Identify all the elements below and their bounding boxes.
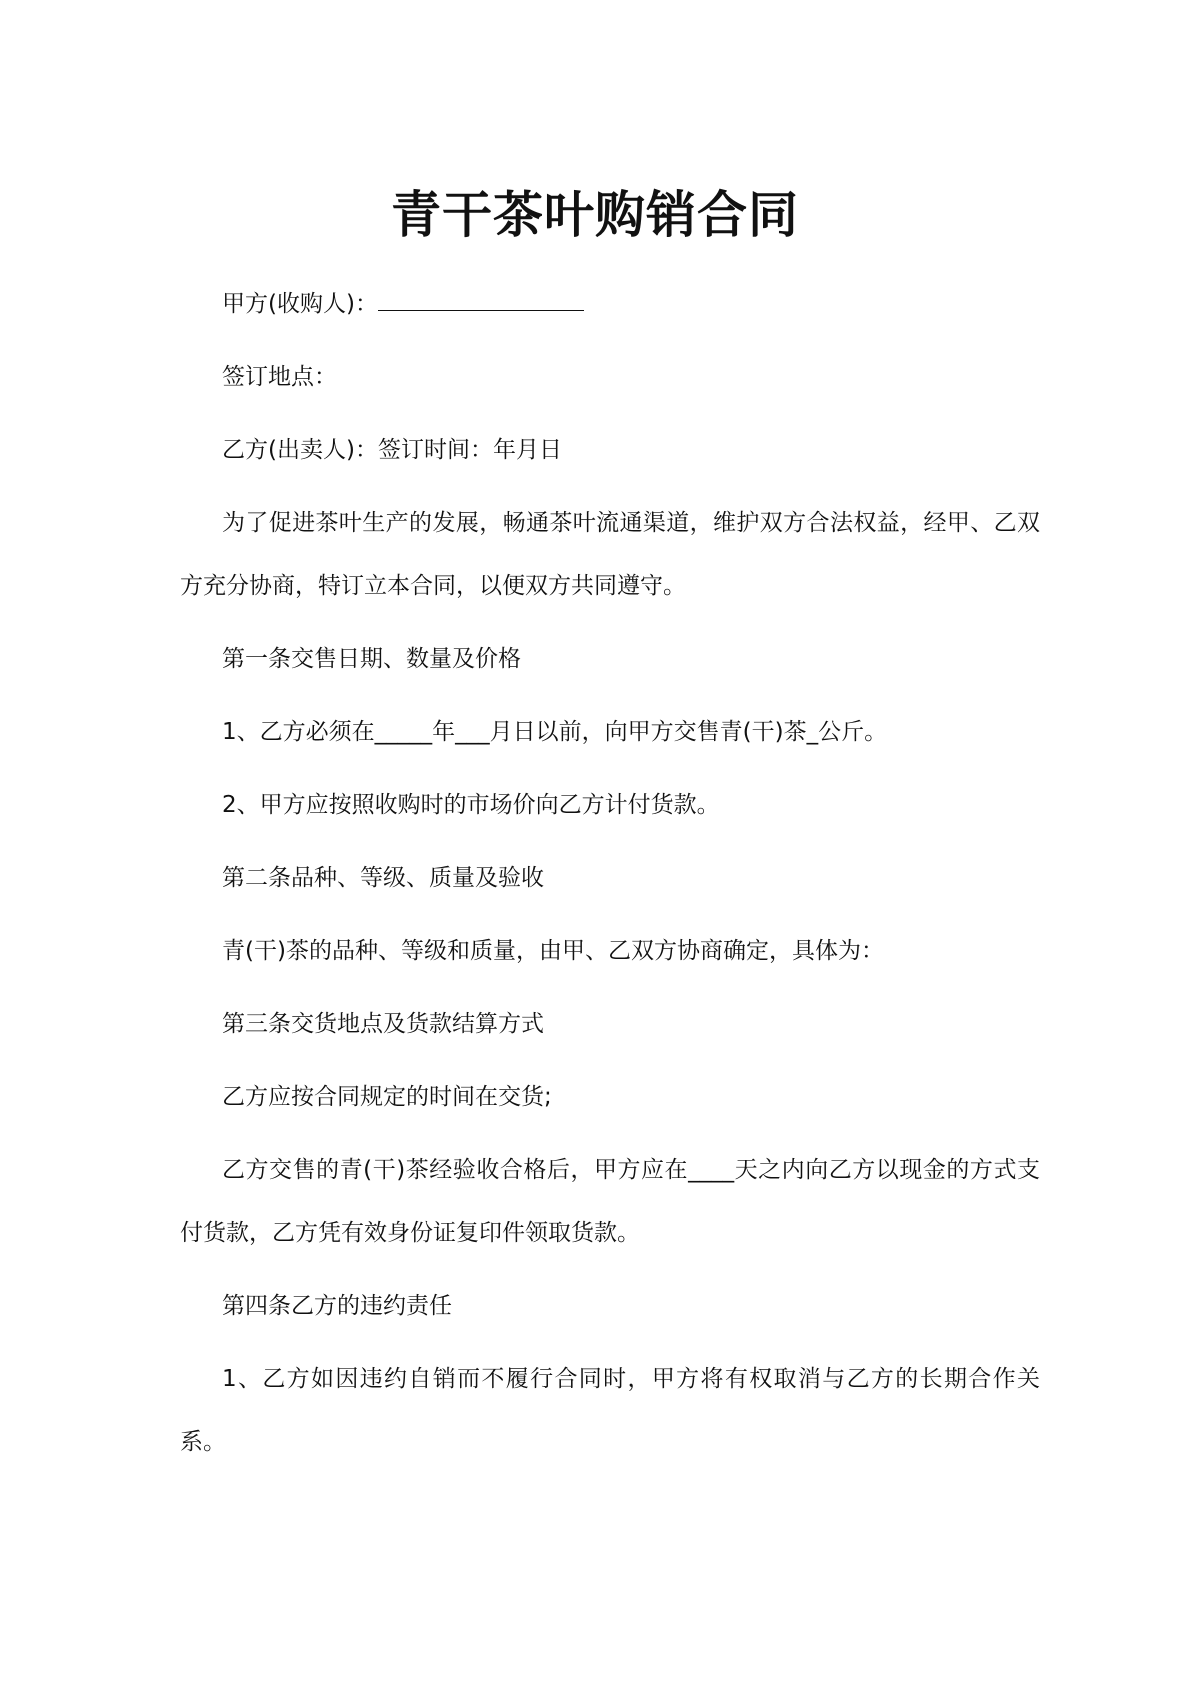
signing-place-line: 签订地点： (222, 364, 337, 390)
article-3-clause-1: 乙方应按合同规定的时间在交货; (222, 1084, 552, 1110)
party-a-line (180, 273, 1040, 336)
article-1-heading: 第一条交售日期、数量及价格 (222, 646, 521, 672)
document-title: 青干茶叶购销合同 (391, 186, 799, 244)
party-a-label: 甲方(收购人)： (222, 291, 378, 317)
party-b-line: 乙方(出卖人)：签订时间：年月日 (222, 437, 562, 463)
article-3-heading: 第三条交货地点及货款结算方式 (222, 1011, 544, 1037)
preamble-paragraph: 为了促进茶叶生产的发展，畅通茶叶流通渠道，维护双方合法权益，经甲、乙双方充分协商，特订立本合同，以便双方共同遵守。 (180, 510, 1040, 599)
article-1-clause-2: 2、甲方应按照收购时的市场价向乙方计付货款。 (222, 792, 720, 818)
article-1-clause-1: 1、乙方必须在_____年___月日以前，向甲方交售青(干)茶_公斤。 (222, 719, 888, 745)
document-body (180, 273, 1040, 1484)
article-2-heading: 第二条品种、等级、质量及验收 (222, 865, 544, 891)
article-2-body: 青(干)茶的品种、等级和质量，由甲、乙双方协商确定，具体为： (222, 938, 884, 964)
article-4-clause-1: 1、乙方如因违约自销而不履行合同时，甲方将有权取消与乙方的长期合作关系。 (180, 1366, 1040, 1455)
article-3-clause-2: 乙方交售的青(干)茶经验收合格后，甲方应在____天之内向乙方以现金的方式支付货款，乙方凭有效身份证复印件领取货款。 (180, 1157, 1040, 1246)
article-4-heading: 第四条乙方的违约责任 (222, 1293, 452, 1319)
party-a-blank (378, 286, 584, 311)
